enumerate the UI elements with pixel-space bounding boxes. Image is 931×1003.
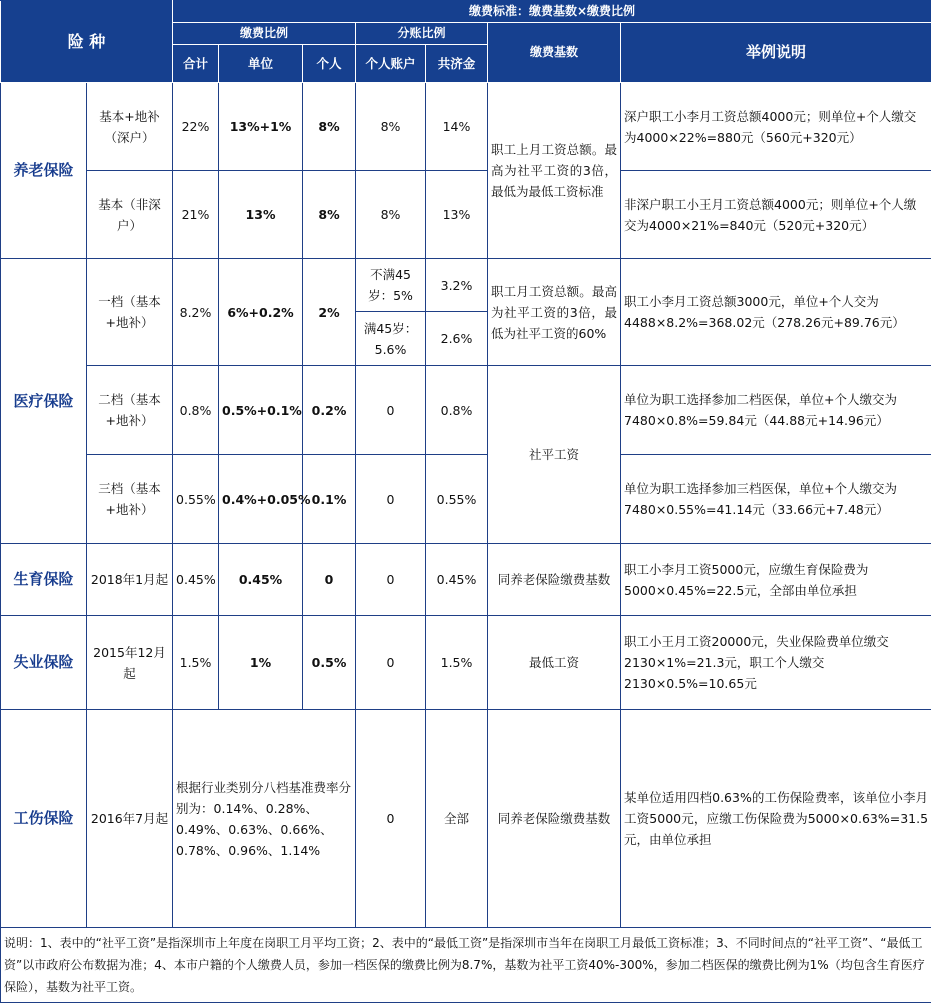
employer-rate: 13%+1%: [219, 83, 303, 171]
footnote-text: 1、表中的“社平工资”是指深圳市上年度在岗职工月平均工资；2、表中的“最低工资”是指深圳市当年在岗职工月最低工资标准；3、不同时间点的“社平工资”、“最低工资”以市政府公布数据为准；4、本市户籍的个人缴费人员，参加一档医保的缴费比例为8.7%，基数为社平工资40%-300%，参加二档医保的缴费比例为1%（均包含生育医疗保险），基数为社平工资。: [4, 936, 925, 994]
footnote: [1, 928, 931, 1003]
table-row: [1, 83, 931, 171]
header-pooled-fund: 共济金: [426, 45, 488, 83]
insurance-name-pension: 养老保险: [1, 83, 87, 259]
personal-account-rate: 8%: [356, 171, 426, 259]
personal-account-rate: 不满45岁：5%: [356, 259, 426, 312]
contribution-base: 最低工资: [488, 616, 621, 710]
employer-rate: 1%: [219, 616, 303, 710]
table-row: [1, 544, 931, 616]
total-rate: 8.2%: [173, 259, 219, 366]
personal-account-rate: 满45岁：5.6%: [356, 312, 426, 366]
sub-category: 二档（基本+地补）: [87, 366, 173, 455]
employer-rate: 0.5%+0.1%: [219, 366, 303, 455]
personal-account-rate: 0: [356, 710, 426, 928]
header-rate-group: 缴费比例: [173, 23, 356, 45]
personal-account-rate: 0: [356, 455, 426, 544]
example-text: 深户职工小李月工资总额4000元；则单位+个人缴交为4000×22%=880元（560元+320元）: [621, 83, 931, 171]
pooled-fund-rate: 2.6%: [426, 312, 488, 366]
total-rate: 1.5%: [173, 616, 219, 710]
employer-rate: 13%: [219, 171, 303, 259]
sub-category: 基本+地补（深户）: [87, 83, 173, 171]
table-row: [1, 366, 931, 455]
pooled-fund-rate: 1.5%: [426, 616, 488, 710]
personal-account-rate: 0: [356, 544, 426, 616]
total-rate: 0.45%: [173, 544, 219, 616]
pooled-fund-rate: 0.8%: [426, 366, 488, 455]
example-text: 某单位适用四档0.63%的工伤保险费率，该单位小李月工资5000元，应缴工伤保险费为5000×0.63%=31.5元，由单位承担: [621, 710, 931, 928]
table-row: [1, 710, 931, 928]
example-text: 非深户职工小王月工资总额4000元；则单位+个人缴交为4000×21%=840元（520元+320元）: [621, 171, 931, 259]
employer-rate: 0.45%: [219, 544, 303, 616]
example-text: 单位为职工选择参加二档医保，单位+个人缴交为7480×0.8%=59.84元（44.88元+14.96元）: [621, 366, 931, 455]
example-text: 单位为职工选择参加三档医保，单位+个人缴交为7480×0.55%=41.14元（33.66元+7.48元）: [621, 455, 931, 544]
sub-category: 2016年7月起: [87, 710, 173, 928]
header-split-group: 分账比例: [356, 23, 488, 45]
personal-account-rate: 8%: [356, 83, 426, 171]
pooled-fund-rate: 全部: [426, 710, 488, 928]
personal-rate: 8%: [303, 83, 356, 171]
sub-category: 2018年1月起: [87, 544, 173, 616]
contribution-base: 同养老保险缴费基数: [488, 544, 621, 616]
total-rate: 22%: [173, 83, 219, 171]
example-text: 职工小李月工资5000元，应缴生育保险费为5000×0.45%=22.5元，全部由单位承担: [621, 544, 931, 616]
insurance-name-medical: 医疗保险: [1, 259, 87, 544]
sub-category: 2015年12月起: [87, 616, 173, 710]
sub-category: 三档（基本+地补）: [87, 455, 173, 544]
total-rate: 21%: [173, 171, 219, 259]
header-personal: 个人: [303, 45, 356, 83]
header-example: 举例说明: [621, 23, 931, 83]
example-text: 职工小王月工资20000元，失业保险费单位缴交2130×1%=21.3元，职工个人缴交2130×0.5%=10.65元: [621, 616, 931, 710]
sub-category: 一档（基本+地补）: [87, 259, 173, 366]
header-base: 缴费基数: [488, 23, 621, 83]
table-row: [1, 616, 931, 710]
header-formula: 缴费标准：缴费基数×缴费比例: [173, 1, 931, 23]
pooled-fund-rate: 14%: [426, 83, 488, 171]
header-total: 合计: [173, 45, 219, 83]
header-employer: 单位: [219, 45, 303, 83]
employer-rate: 6%+0.2%: [219, 259, 303, 366]
pooled-fund-rate: 0.45%: [426, 544, 488, 616]
insurance-name-maternity: 生育保险: [1, 544, 87, 616]
table-row: [1, 455, 931, 544]
table-row: [1, 171, 931, 259]
pooled-fund-rate: 3.2%: [426, 259, 488, 312]
personal-rate: 0.2%: [303, 366, 356, 455]
insurance-name-unemployment: 失业保险: [1, 616, 87, 710]
personal-account-rate: 0: [356, 366, 426, 455]
contribution-base: 同养老保险缴费基数: [488, 710, 621, 928]
contribution-base: 职工上月工资总额。最高为社平工资的3倍，最低为最低工资标准: [488, 83, 621, 259]
contribution-base: 职工月工资总额。最高为社平工资的3倍，最低为社平工资的60%: [488, 259, 621, 366]
notes-row: [1, 928, 931, 1003]
sub-category: 基本（非深户）: [87, 171, 173, 259]
personal-rate: 8%: [303, 171, 356, 259]
employer-rate: 0.4%+0.05%: [219, 455, 303, 544]
personal-account-rate: 0: [356, 616, 426, 710]
header-insurance-type: 险 种: [1, 1, 173, 83]
pooled-fund-rate: 0.55%: [426, 455, 488, 544]
personal-rate: 2%: [303, 259, 356, 366]
personal-rate: 0.1%: [303, 455, 356, 544]
total-rate: 0.8%: [173, 366, 219, 455]
table-row: [1, 259, 931, 312]
insurance-name-work-injury: 工伤保险: [1, 710, 87, 928]
personal-rate: 0: [303, 544, 356, 616]
pooled-fund-rate: 13%: [426, 171, 488, 259]
footnote-label: 说明：: [4, 936, 40, 950]
header-personal-account: 个人账户: [356, 45, 426, 83]
total-rate: 0.55%: [173, 455, 219, 544]
contribution-base: 社平工资: [488, 366, 621, 544]
example-text: 职工小李月工资总额3000元，单位+个人交为4488×8.2%=368.02元（278.26元+89.76元）: [621, 259, 931, 366]
injury-rate-description: 根据行业类别分八档基准费率分别为：0.14%、0.28%、0.49%、0.63%、0.66%、0.78%、0.96%、1.14%: [173, 710, 356, 928]
personal-rate: 0.5%: [303, 616, 356, 710]
